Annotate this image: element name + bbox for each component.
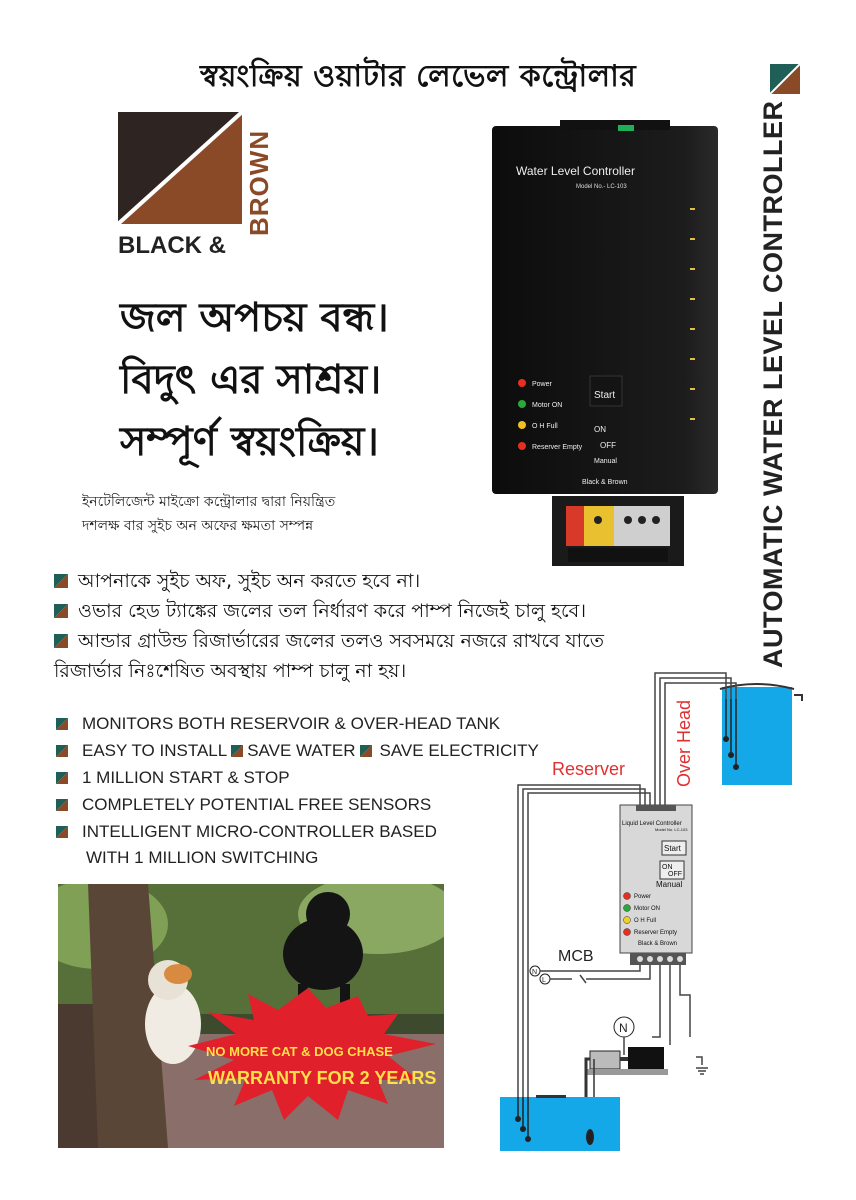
diagram-start-label: Start [664,844,681,853]
diagram-led-label: Motor ON [634,906,661,912]
diagram-led-label: O H Full [634,918,657,924]
device-body [492,126,718,494]
device-slot [690,418,695,420]
feature-text: MONITORS BOTH RESERVOIR & OVER-HEAD TANK [82,713,501,733]
diagram-led-full [624,917,631,924]
sensor-probe [515,1116,521,1122]
device-slot [690,358,695,360]
diagram-on-label: ON [662,864,673,871]
sensor-probe [728,752,734,758]
logo-word-brown: BROWN [244,129,274,236]
feature-text: COMPLETELY POTENTIAL FREE SENSORS [82,794,432,814]
diagram-brand-label: Black & Brown [638,941,678,947]
logo-word-black: BLACK & [118,232,226,259]
bullet-mark-icon [54,604,68,618]
power-lines [540,965,650,983]
diagram-led-empty [624,929,631,936]
terminal-yellow [584,506,614,546]
device-top-led [618,125,634,131]
overhead-tank-pipe [794,695,802,701]
feature-continuation: WITH 1 MILLION SWITCHING [86,848,319,867]
bengali-title: স্বয়ংক্রিয় ওয়াটার লেভেল কন্ট্রোলার [200,59,637,94]
sensor-probe [733,764,739,770]
bengali-bullet [54,596,754,626]
reservoir-lid [536,1095,566,1098]
bullet-mark-icon [56,718,68,730]
terminal-screw [652,516,660,524]
terminal-bottom [568,548,668,562]
device-illustration [490,120,722,500]
bullet-mark-icon [56,799,68,811]
terminal-screw [624,516,632,524]
device-start-label: Start [594,390,616,401]
device-slot [690,238,695,240]
diagram-controller-top-terminals [636,805,676,811]
pump-base [586,1069,668,1075]
neutral-label: N [619,1021,628,1035]
slogan-3: সম্পূর্ণ স্বয়ংক্রিয়। [120,419,379,465]
photo-dog-head [306,892,350,936]
bengali-bullet-continuation: রিজার্ভার নিঃশেষিত অবস্থায় পাম্প চালু না হয়। [54,660,407,682]
bullet-mark-icon [54,574,68,588]
overhead-tank [722,687,792,785]
device-led-empty [518,442,526,450]
device-led-label: Reserver Empty [532,444,583,451]
diagram-led-power [624,893,631,900]
sub-text-1: ইনটেলিজেন্ট মাইক্রো কন্ট্রোলার দ্বারা নিয়ন্ত্রিত [82,494,336,510]
device-slot [690,298,695,300]
device-top-ridge [560,120,670,130]
terminal-block [548,496,688,568]
feature-text: SAVE ELECTRICITY [379,740,539,760]
sensor-probe [520,1126,526,1132]
bengali-bullet [54,626,754,656]
bengali-bullet-text: আন্ডার গ্রাউন্ড রিজার্ভারের জলের তলও সবসময়ে নজরে রাখবে যাতে [78,630,605,652]
bengali-bullet-text: ওভার হেড ট্যাঙ্কের জলের তল নির্ধারণ করে পাম্প নিজেই চালু হবে। [78,600,587,622]
bengali-bullet [54,566,754,596]
sensor-probe [723,736,729,742]
bullet-mark-icon [231,745,243,757]
feature-text: EASY TO INSTALL [82,740,228,760]
power-n-label: N [532,969,538,976]
diagram-led-label: Reserver Empty [634,930,678,936]
bullet-mark-icon [360,745,372,757]
device-manual-label: Manual [594,458,617,465]
wiring-diagram [490,665,820,1155]
device-led-label: O H Full [532,423,558,430]
terminal-screw [594,516,602,524]
mcb-label: MCB [558,948,594,965]
reserver-label: Reserver [552,759,626,779]
vertical-title: AUTOMATIC WATER LEVEL CONTROLLER [758,100,788,668]
device-model: Model No.- LC-103 [576,184,627,190]
corner-logo-mark [770,64,800,94]
sub-text-2: দশলক্ষ বার সুইচ অন অফের ক্ষমতা সম্পন্ন [82,518,314,534]
terminal-screw [638,516,646,524]
diagram-controller-title: Liquid Level Controller [622,821,682,827]
device-brand-label: Black & Brown [582,479,628,486]
slogan-1: জল অপচয় বন্ধ। [120,295,389,341]
brand-logo-icon [118,112,242,224]
diagram-manual-label: Manual [656,880,683,889]
feature-text: 1 MILLION START & STOP [82,767,290,787]
power-l-label: L [542,977,546,984]
promo-line-2: WARRANTY FOR 2 YEARS [208,1068,437,1088]
logo-brown-wrap [240,112,276,236]
foot-valve [586,1129,594,1145]
device-off-label: OFF [600,441,616,450]
slogan-2: বিদুৎ এর সাশ্রয়। [120,357,382,403]
diagram-controller-model: Model No. LC-103 [655,827,688,832]
device-slot [690,388,695,390]
diagram-led-motor [624,905,631,912]
device-led-motor [518,400,526,408]
terminal-grey [614,506,670,546]
feature-text: SAVE WATER [247,740,356,760]
device-led-full [518,421,526,429]
device-led-label: Power [532,381,552,388]
motor-shaft [620,1057,628,1061]
promo-line-1: NO MORE CAT & DOG CHASE [206,1044,393,1059]
diagram-led-label: Power [634,894,652,900]
diagram-off-label: OFF [668,871,682,878]
bullet-mark-icon [56,826,68,838]
feature-text: INTELLIGENT MICRO-CONTROLLER BASED [82,821,437,841]
bullet-mark-icon [56,745,68,757]
bullet-mark-icon [56,772,68,784]
device-slot [690,268,695,270]
device-title: Water Level Controller [516,164,635,178]
device-led-power [518,379,526,387]
sensor-probe [525,1136,531,1142]
motor [628,1047,664,1071]
device-slot [690,328,695,330]
device-on-label: ON [594,425,606,434]
photo-cat-patch [164,964,192,984]
overhead-label: Over Head [674,699,694,787]
device-slot [690,208,695,210]
bullet-mark-icon [54,634,68,648]
cat-dog-photo [58,884,444,1148]
bengali-bullet-text: আপনাকে সুইচ অফ, সুইচ অন করতে হবে না। [78,570,421,592]
device-led-label: Motor ON [532,402,563,409]
